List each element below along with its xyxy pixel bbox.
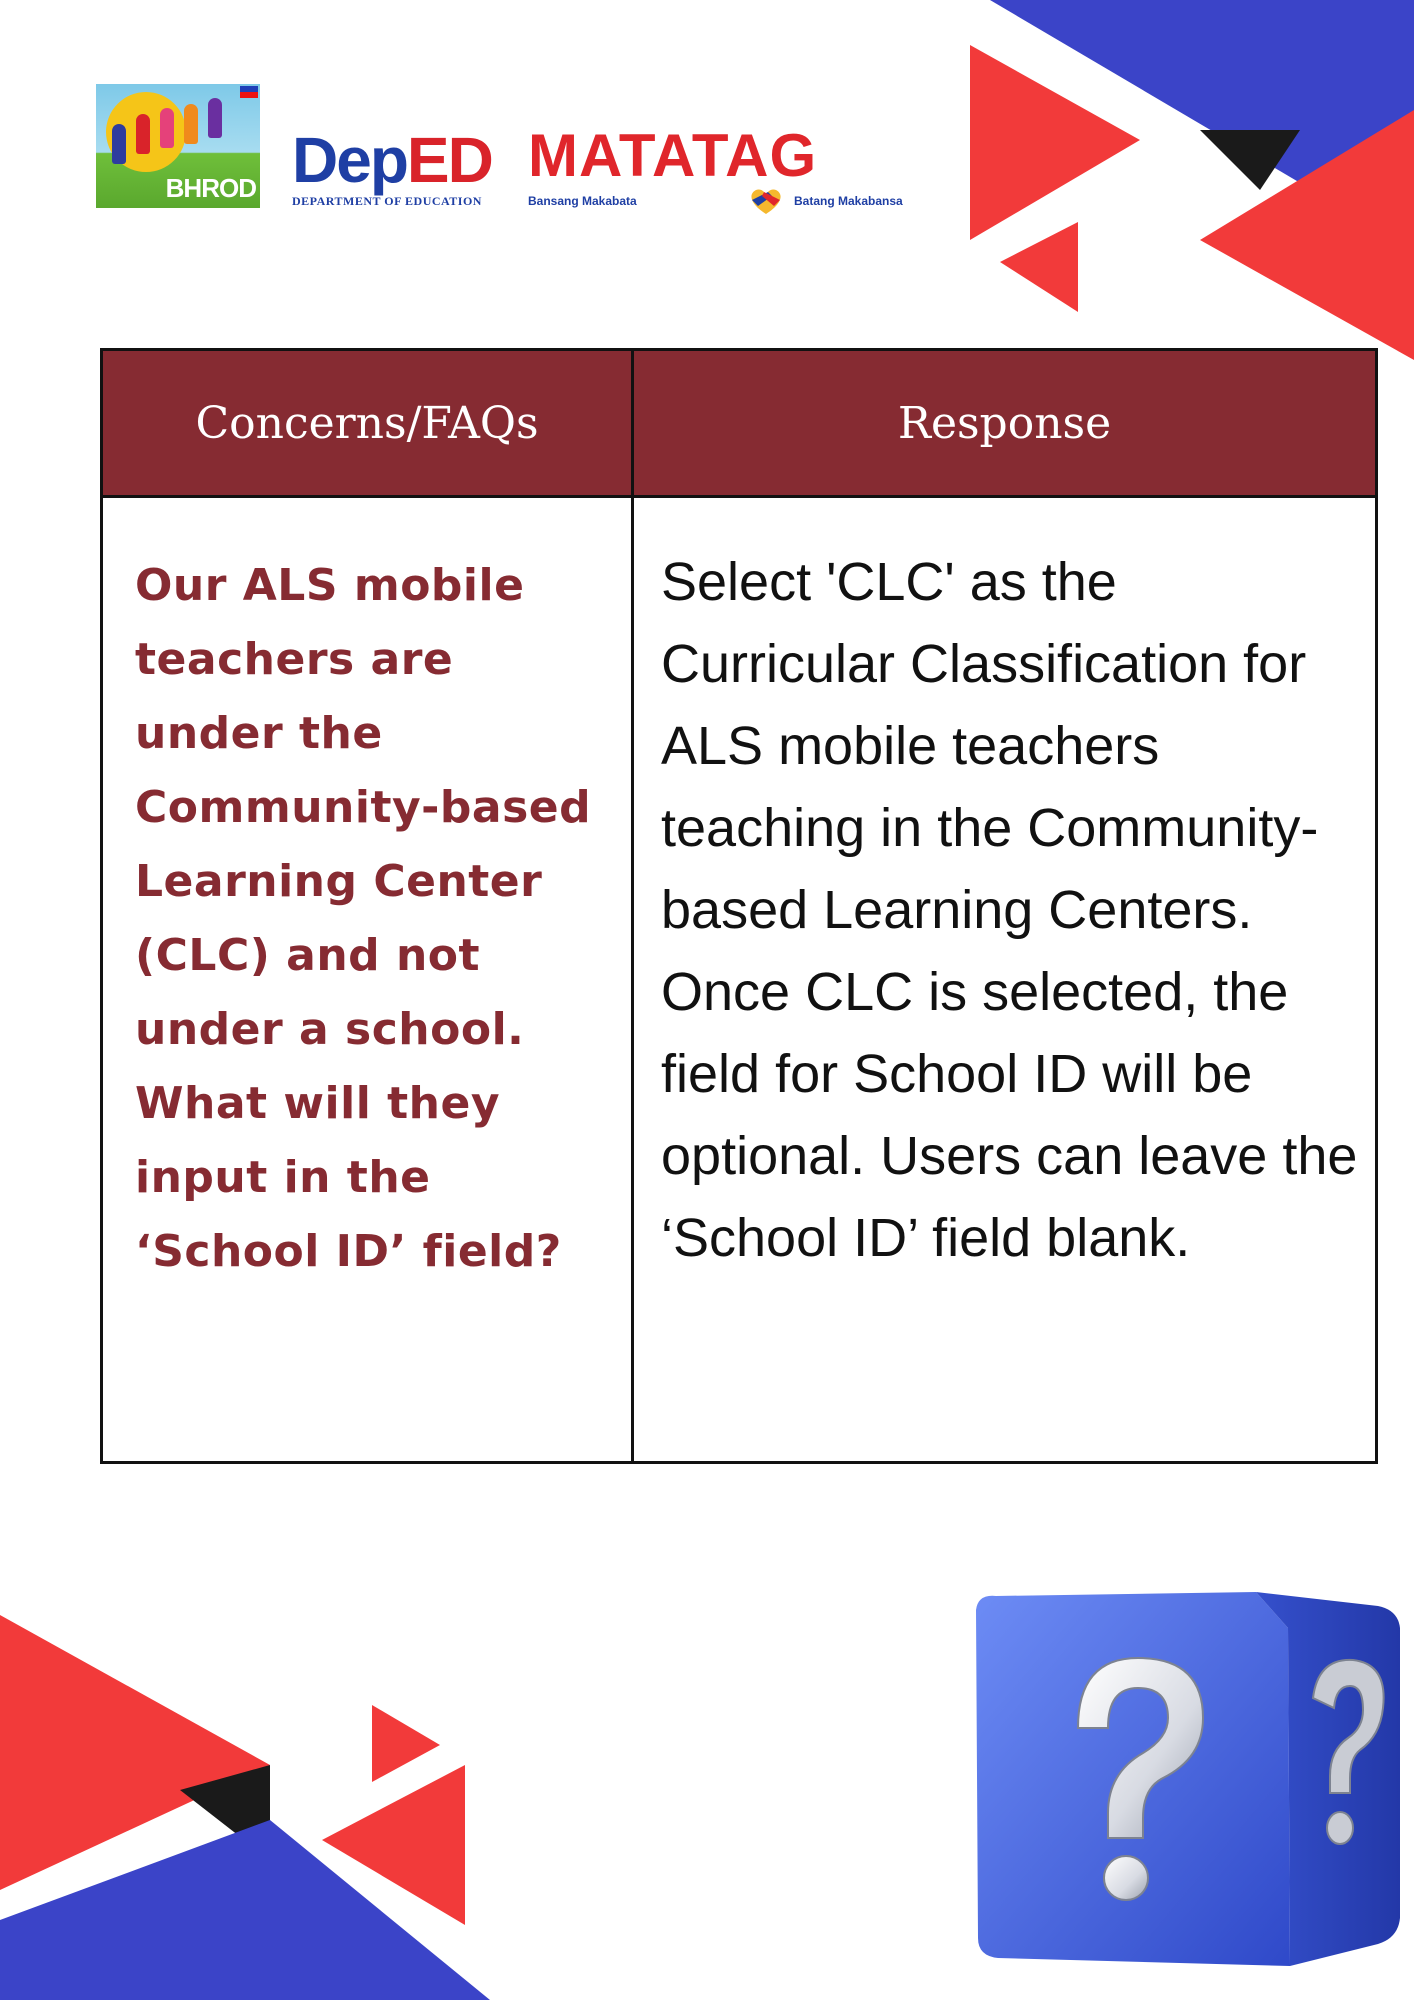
- deped-part1: Dep: [292, 124, 407, 196]
- header-response: Response: [897, 397, 1112, 449]
- question-mark-cube-icon: [968, 1588, 1408, 1970]
- concern-text: Our ALS mobile teachers are under the Community-based Learning Center (CLC) and not under a school. What will they input in the ‘School ID’ field?: [135, 560, 592, 1277]
- matatag-title: MATATAG: [528, 122, 818, 189]
- matatag-left-tagline: Bansang Makabata: [528, 194, 637, 208]
- header-concerns: Concerns/FAQs: [195, 397, 539, 449]
- bhrod-logo: [96, 84, 260, 208]
- matatag-logo: [528, 124, 918, 214]
- response-text: Select 'CLC' as the Curricular Classification for ALS mobile teachers teaching in the Community-based Learning Centers. Once CLC is selected, the field for School ID will be optional. Users can leave the ‘School ID’ field blank.: [661, 552, 1358, 1268]
- bottom-red-arrow-upper: [372, 1705, 440, 1782]
- deped-logo: [292, 124, 502, 208]
- top-red-arrow-small: [1000, 222, 1078, 312]
- philippine-flag-icon: [240, 86, 258, 98]
- matatag-right-tagline: Batang Makabansa: [794, 194, 903, 208]
- column-divider: [631, 351, 634, 1461]
- deped-part2: ED: [406, 124, 492, 196]
- top-red-arrow-large: [970, 45, 1140, 240]
- faq-table: [100, 348, 1378, 1464]
- bhrod-label: BHROD: [165, 173, 256, 203]
- hands-heart-icon: [746, 186, 786, 216]
- deped-subtitle: DEPARTMENT OF EDUCATION: [292, 194, 482, 208]
